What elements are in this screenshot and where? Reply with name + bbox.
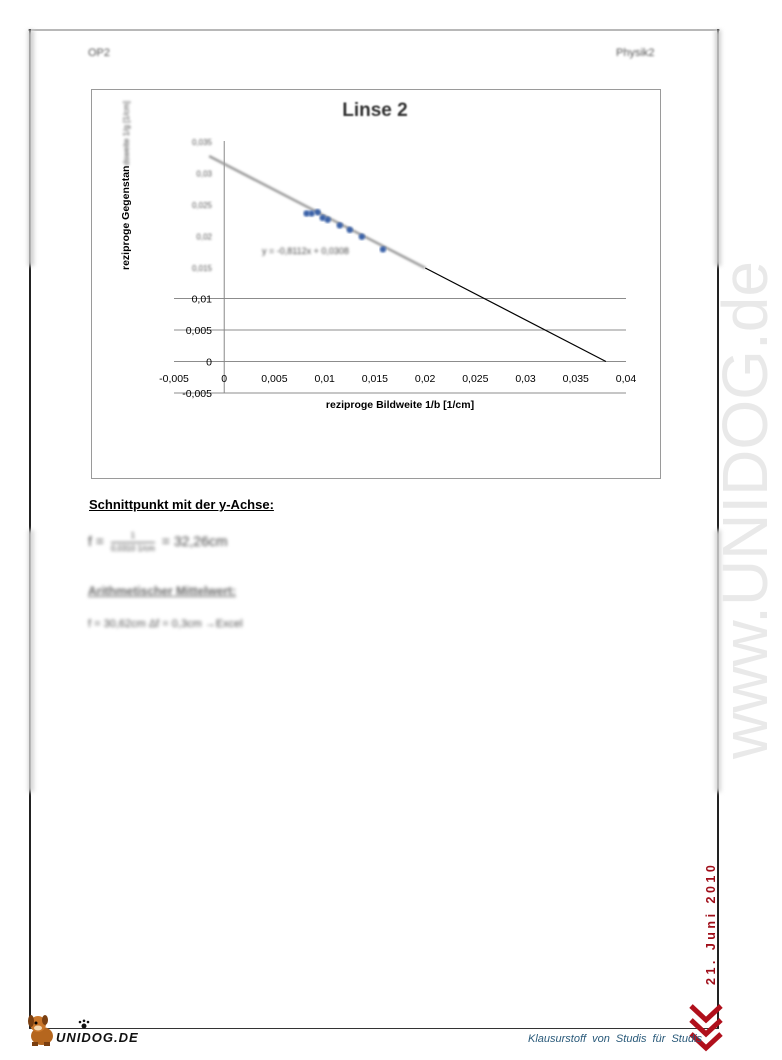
chart (0, 0, 750, 500)
x-tick-label: 0,005 (261, 373, 288, 385)
logo-text: UNIDOG.DE (56, 1030, 139, 1045)
x-tick-label: 0,01 (314, 373, 335, 385)
x-axis-label: reziproge Bildweite 1/b [1/cm] (325, 399, 475, 411)
page-frame-bottom (29, 1028, 719, 1029)
footer-text: Klausurstoff von Studis für Studis (528, 1033, 703, 1045)
x-tick-label: 0,03 (515, 373, 536, 385)
paw-icon (78, 1019, 90, 1029)
data-point (308, 210, 314, 216)
trendline-equation: y = -0,8112x + 0,0308 (262, 246, 349, 256)
y-axis-label (120, 101, 132, 270)
formula-denominator: 0,0310 1/cm (110, 544, 155, 553)
data-point (380, 246, 386, 252)
data-point (347, 227, 353, 233)
y-tick-label: 0,035 (191, 138, 212, 147)
x-tick-label: 0,02 (414, 373, 436, 385)
mean-value-line: f = 30,62cm Δf = 0,3cm →Excel (88, 618, 243, 630)
x-tick-label: 0,04 (615, 373, 637, 385)
formula-fraction (111, 530, 155, 555)
header-left: OP2 (88, 47, 111, 59)
y-axis-label-blurred: dsweite 1/g [1/cm] (122, 101, 131, 166)
formula-numerator: 1 (111, 530, 155, 543)
dog-mascot-icon (26, 1012, 60, 1048)
date-label: 21. Juni 2010 (704, 861, 718, 985)
y-tick-label: -0,005 (182, 388, 212, 400)
y-tick-label: 0,025 (191, 201, 212, 210)
trendline (425, 268, 606, 362)
data-point (314, 209, 320, 215)
y-axis-label-visible: reziproge Gegenstan (120, 165, 132, 270)
x-tick-label: 0,035 (562, 373, 589, 385)
data-point (337, 222, 343, 228)
formula-result: = 32,26cm (161, 533, 228, 550)
formula-prefix: f = (88, 533, 104, 550)
chart-title: Linse 2 (342, 100, 408, 121)
x-tick-label: 0 (221, 373, 228, 385)
blur-edge (28, 530, 34, 792)
y-tick-label: 0,01 (191, 293, 212, 306)
data-point (324, 217, 330, 223)
y-tick-label: 0 (206, 356, 212, 369)
y-tick-label: 0,015 (191, 264, 212, 273)
y-tick-label: 0,03 (196, 169, 212, 179)
y-tick-label: 0,005 (185, 325, 212, 337)
mean-subtitle: Arithmetischer Mittelwert: (88, 584, 237, 598)
watermark: www.UNIDOG.de (709, 261, 781, 759)
section-title: Schnittpunkt mit der y-Achse: (89, 497, 274, 512)
focal-length-formula (88, 530, 228, 555)
y-tick-label: 0,02 (196, 232, 212, 242)
x-tick-label: -0,005 (159, 373, 189, 385)
x-tick-label: 0,015 (361, 373, 389, 385)
data-point (359, 234, 365, 240)
x-tick-label: 0,025 (462, 373, 489, 385)
header-right: Physik2 (616, 47, 655, 59)
